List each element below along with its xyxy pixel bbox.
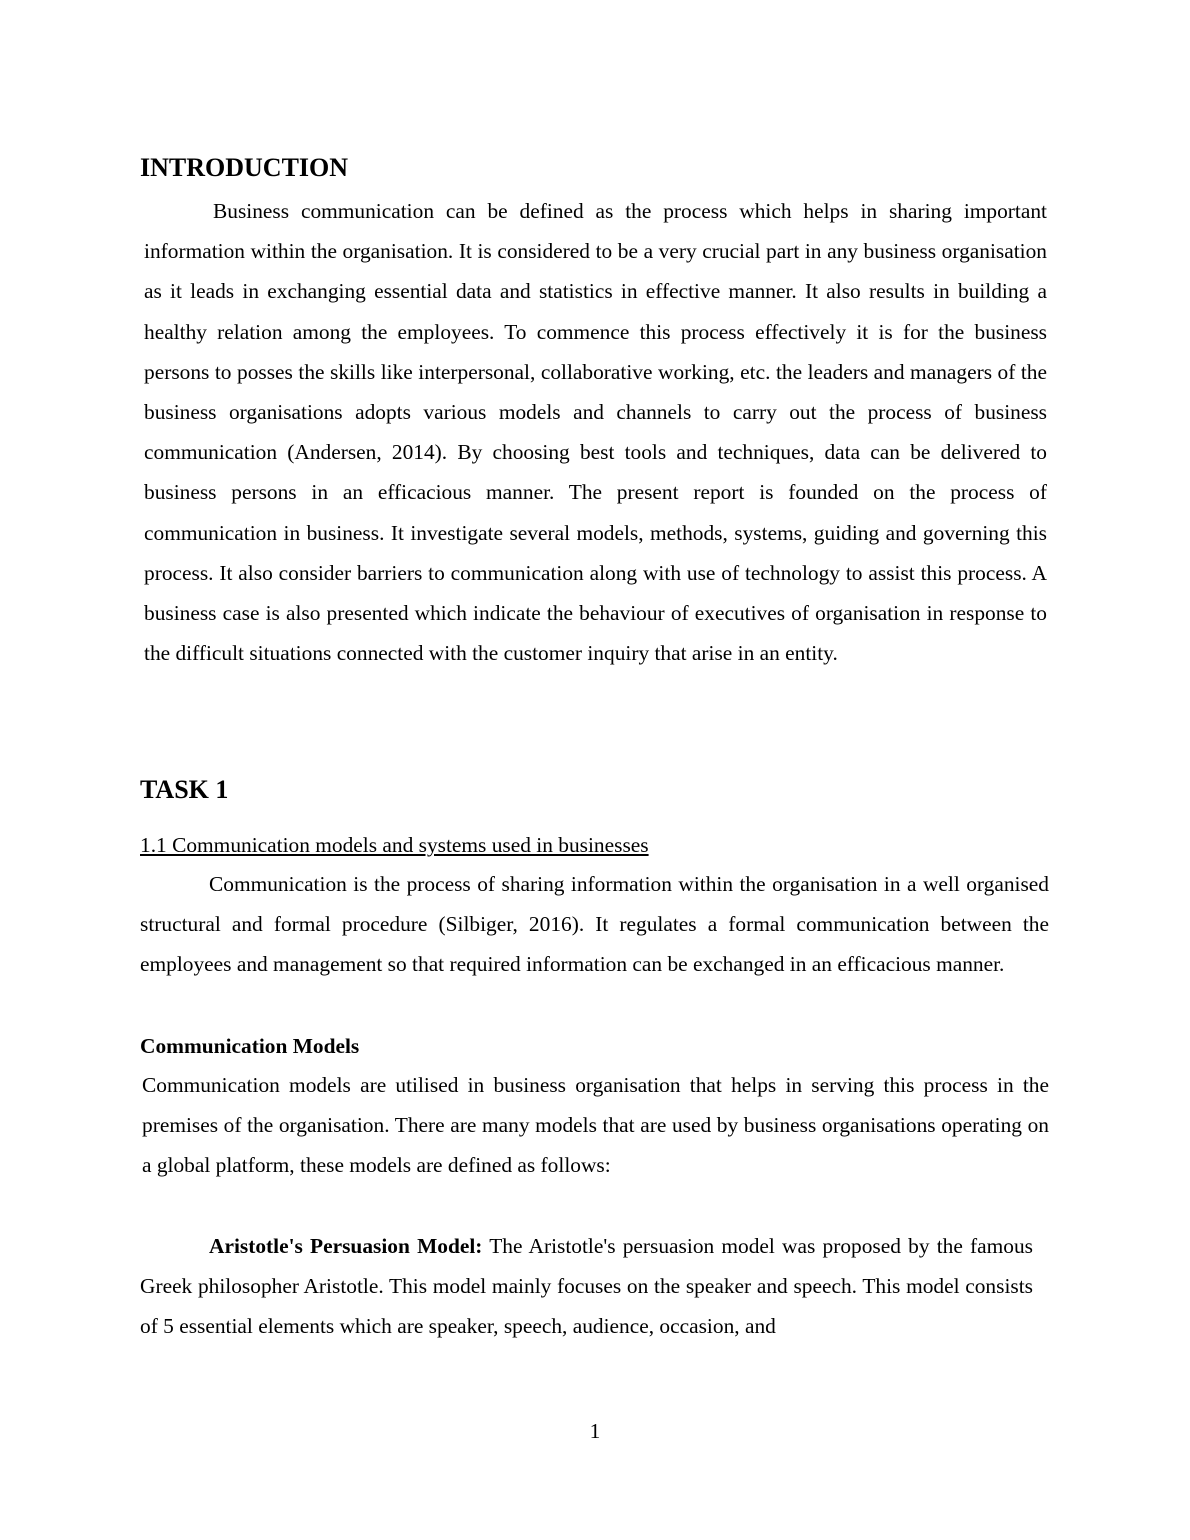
aristotle-model-label: Aristotle's Persuasion Model: [209, 1234, 483, 1258]
introduction-heading: INTRODUCTION [140, 153, 349, 182]
introduction-paragraph: Business communication can be defined as the process which helps in sharing important information within the organisation. It is considered to be a very crucial part in any business organisation as it leads in exchanging essential data and statistics in effective manner. It also results in building a healthy relation among the employees. To commence this process effectively it is for the business persons to posses the skills like interpersonal, collaborative working, etc. the leaders and managers of the business organisations adopts various models and channels to carry out the process of business communication (Andersen, 2014). By choosing best tools and techniques, data can be delivered to business persons in an efficacious manner. The present report is founded on the process of communication in business. It investigate several models, methods, systems, guiding and governing this process. It also consider barriers to communication along with use of technology to assist this process. A business case is also presented which indicate the behaviour of executives of organisation in response to the difficult situations connected with the customer inquiry that arise in an entity. [144, 199, 1047, 666]
aristotle-model-paragraph [140, 1226, 1033, 1347]
page-number: 1 [589, 1419, 601, 1443]
aristotle-model-text: The Aristotle's persuasion model was proposed by the famous Greek philosopher Aristotle. This model mainly focuses on the speaker and speech. This model consists of 5 essential elements which are speaker, speech, audience, occasion, and [140, 1234, 1033, 1339]
communication-models-paragraph: Communication models are utilised in business organisation that helps in serving this process in the premises of the organisation. There are many models that are used by business organisations operating on a global platform, these models are defined as follows: [142, 1073, 1049, 1178]
task1-heading: TASK 1 [140, 775, 229, 804]
communication-models-heading: Communication Models [140, 1034, 360, 1058]
section-1-1-paragraph: Communication is the process of sharing information within the organisation in a well organised structural and formal procedure (Silbiger, 2016). It regulates a formal communication between the employees and management so that required information can be exchanged in an efficacious manner. [140, 872, 1049, 977]
section-1-1-title: 1.1 Communication models and systems used in businesses [140, 833, 649, 857]
